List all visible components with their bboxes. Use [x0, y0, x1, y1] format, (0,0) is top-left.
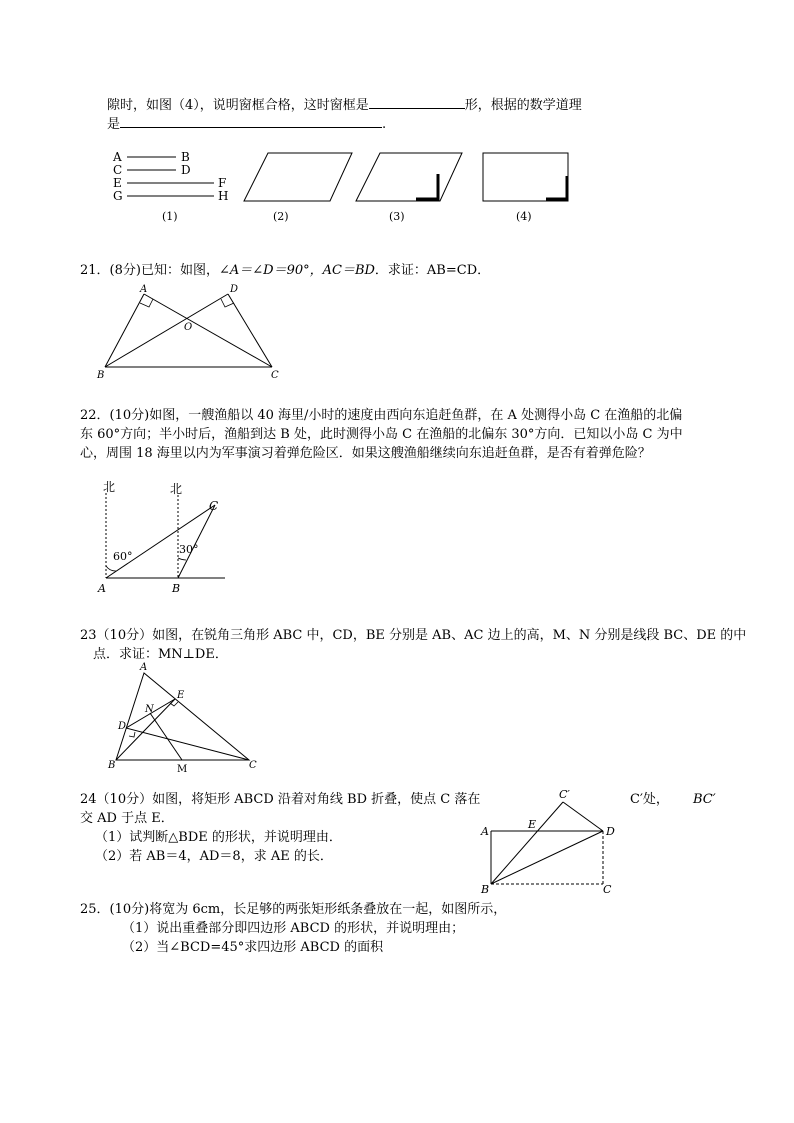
fig1-label-b: B	[181, 150, 190, 164]
q24-line2: 交 AD 于点 E．	[80, 811, 174, 826]
q24-line1a: 24（10分）如图，将矩形 ABCD 沿着对角线 BD 折叠，使点 C 落在	[80, 792, 481, 807]
q25-line1: 25．(10分)将宽为 6cm，长足够的两张矩形纸条叠放在一起，如图所示，	[80, 902, 507, 917]
q24-line1c: BC′	[693, 792, 716, 807]
q22-line1: 22．(10分)如图，一艘渔船以 40 海里/小时的速度由西向东追赶鱼群，在 A 处测得小岛 C 在渔船的北偏	[80, 408, 683, 423]
fig1-label-a: A	[113, 150, 122, 164]
q24-folded-bc	[491, 802, 563, 884]
q21-label-d: D	[230, 284, 239, 295]
q23-label-d: D	[118, 721, 127, 732]
q22-label-a: A	[98, 582, 106, 595]
q21-label-o: O	[184, 322, 193, 333]
q21-label-a: A	[140, 284, 148, 295]
q23-label-n: N	[145, 704, 154, 715]
q23-line1: 23（10分）如图，在锐角三角形 ABC 中，CD，BE 分别是 AB、AC 边上的高，M、N 分别是线段 BC、DE 的中	[80, 628, 747, 643]
q25-part2: （2）当∠BCD=45°求四边形 ABCD 的面积	[122, 940, 384, 955]
q22-label-c: C	[209, 499, 219, 513]
q24-part2: （2）若 AB＝4，AD＝8，求 AE 的长．	[95, 849, 333, 864]
q24-label-b: B	[481, 883, 490, 896]
q22-label-60: 60°	[113, 550, 133, 563]
q23-label-m: M	[177, 764, 188, 775]
q23-line2: 点．求证：MN⊥DE．	[93, 647, 228, 662]
q24-label-d: D	[606, 825, 615, 838]
caption-3: (3)	[389, 210, 405, 223]
q24-label-c-prime: C′	[559, 788, 570, 801]
q22-north-label-a: 北	[103, 480, 116, 494]
fig1-label-d: D	[181, 163, 191, 177]
q24-part1: （1）试判断△BDE 的形状，并说明理由．	[95, 830, 342, 845]
q25-part1: （1）说出重叠部分即四边形 ABCD 的形状，并说明理由；	[122, 921, 465, 936]
q21-text-c: ．求证：AB=CD．	[374, 263, 491, 278]
fig1-label-e: E	[113, 176, 122, 190]
q24-folded-cd	[563, 802, 603, 831]
q20-text-c: 是	[107, 117, 121, 132]
q21-label-b: B	[97, 370, 105, 381]
q24-label-e: E	[528, 818, 537, 831]
q21-label-c: C	[271, 370, 279, 381]
q21-condition: ∠A＝∠D＝90°，AC＝BD	[218, 263, 375, 278]
caption-2: (2)	[273, 210, 289, 223]
q23-label-c: C	[249, 760, 257, 771]
q23-label-b: B	[108, 760, 116, 771]
q24-label-c: C	[603, 883, 612, 896]
q20-text-d: .	[382, 117, 387, 132]
q22-line2: 东 60°方向；半小时后，渔船到达 B 处，此时测得小岛 C 在渔船的北偏东 30°方向．已知以小岛 C 为中	[80, 427, 683, 442]
q23-label-e: E	[177, 690, 185, 701]
q20-text-b: 形，根据的数学道理	[464, 98, 582, 113]
q24-label-a: A	[481, 825, 489, 838]
q22-north-label-b: 北	[170, 482, 183, 496]
q22-label-30: 30°	[179, 543, 199, 556]
q23-label-a: A	[140, 662, 148, 673]
fig1-label-f: F	[218, 176, 227, 190]
caption-4: (4)	[516, 210, 532, 223]
caption-1: (1)	[162, 210, 178, 223]
q24-line1b: C′处，	[630, 792, 669, 807]
q21-text-a: 21．(8分)已知：如图，	[80, 263, 219, 278]
q22-line3: 心，周围 18 海里以内为军事演习着弹危险区．如果这艘渔船继续向东追赶鱼群，是否有着弹危险？	[80, 446, 651, 461]
fig1-label-c: C	[113, 163, 123, 177]
fig1-label-h: H	[218, 189, 229, 203]
q20-text-a: 隙时，如图（4），说明窗框合格，这时窗框是	[107, 98, 369, 113]
fig1-label-g: G	[113, 189, 123, 203]
q22-label-b: B	[172, 582, 181, 595]
q24-diagonal-bd	[491, 831, 603, 884]
